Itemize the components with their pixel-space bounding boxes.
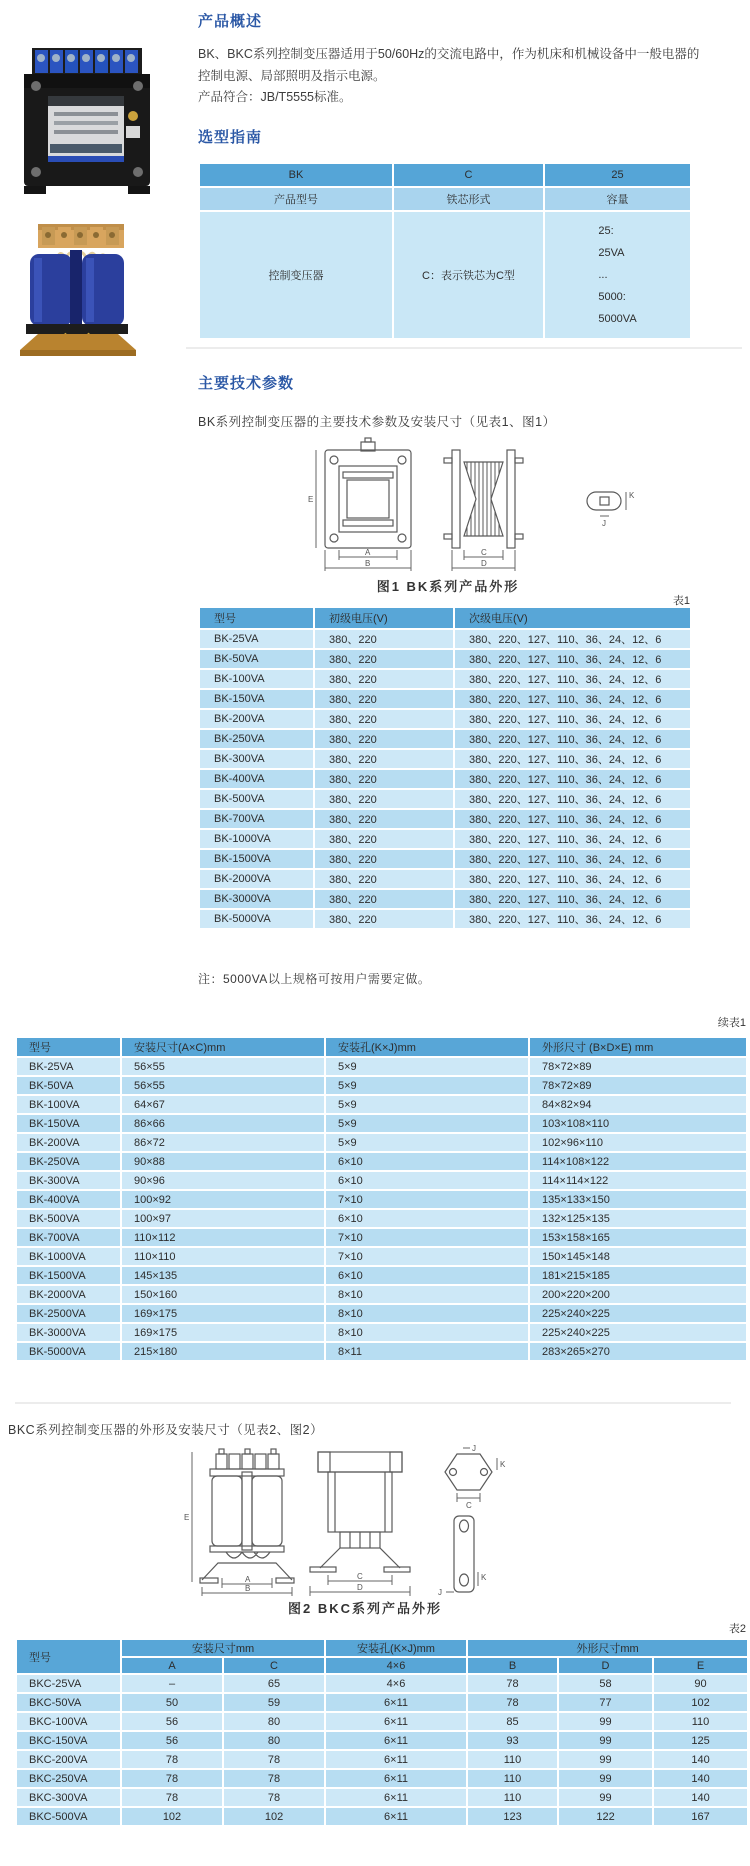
- table-cell: BKC-50VA: [16, 1693, 121, 1712]
- table-row: [16, 1750, 748, 1769]
- table-cell: 99: [558, 1750, 653, 1769]
- table-cell: 6×11: [325, 1788, 467, 1807]
- table-row: [16, 1114, 747, 1133]
- dim-label-A: A: [245, 1575, 251, 1584]
- table-cell: 380、220: [314, 789, 454, 809]
- table-cell: 90×88: [121, 1152, 325, 1171]
- table2-group-header-row: [16, 1639, 748, 1657]
- table-cell: 8×10: [325, 1304, 529, 1323]
- table-cell: BK-150VA: [16, 1114, 121, 1133]
- table-row: [16, 1342, 747, 1361]
- table2-sub-header-row: [16, 1657, 748, 1674]
- selection-header-cell: 25: [544, 163, 691, 187]
- table-cell: 125: [653, 1731, 748, 1750]
- table-cell: 380、220: [314, 809, 454, 829]
- table-cell: BK-2500VA: [16, 1304, 121, 1323]
- table-cell: 78×72×89: [529, 1076, 747, 1095]
- table-cell: 380、220、127、110、36、24、12、6: [454, 849, 691, 869]
- table-cell: 6×11: [325, 1693, 467, 1712]
- table-cell: BK-250VA: [199, 729, 314, 749]
- table1-header-row: [199, 607, 691, 629]
- table1b-header-row: [16, 1037, 747, 1057]
- table-row: [16, 1228, 747, 1247]
- dim-label-K: K: [629, 491, 635, 500]
- table-cell: 5×9: [325, 1057, 529, 1076]
- section-divider: [186, 347, 742, 349]
- table-cell: 102: [653, 1693, 748, 1712]
- table-cell: 380、220、127、110、36、24、12、6: [454, 789, 691, 809]
- table-cell: 283×265×270: [529, 1342, 747, 1361]
- table-cell: BK-400VA: [16, 1190, 121, 1209]
- table-cell: 225×240×225: [529, 1323, 747, 1342]
- table-cell: 56: [121, 1712, 223, 1731]
- table-cell: BKC-500VA: [16, 1807, 121, 1826]
- table-row: [199, 809, 691, 829]
- table-cell: 78: [467, 1674, 558, 1693]
- table-cell: BK-500VA: [199, 789, 314, 809]
- terminal-strip: [35, 50, 138, 73]
- table-cell: 380、220、127、110、36、24、12、6: [454, 869, 691, 889]
- table2-sub-header: 4×6: [325, 1657, 467, 1674]
- table-cell: 6×10: [325, 1209, 529, 1228]
- table-cell: BK-25VA: [16, 1057, 121, 1076]
- table-cell: 6×10: [325, 1171, 529, 1190]
- table-cell: 77: [558, 1693, 653, 1712]
- table-cell: 380、220、127、110、36、24、12、6: [454, 749, 691, 769]
- table-cell: 102: [121, 1807, 223, 1826]
- table-cell: 85: [467, 1712, 558, 1731]
- table-row: [199, 869, 691, 889]
- table-cell: 90: [653, 1674, 748, 1693]
- table-row: [16, 1304, 747, 1323]
- table-row: [199, 669, 691, 689]
- table-cell: BK-3000VA: [199, 889, 314, 909]
- table-cell: 102×96×110: [529, 1133, 747, 1152]
- table-cell: 102: [223, 1807, 325, 1826]
- table-cell: 8×10: [325, 1323, 529, 1342]
- table-cell: 65: [223, 1674, 325, 1693]
- table-cell: 78: [121, 1788, 223, 1807]
- table-cell: 103×108×110: [529, 1114, 747, 1133]
- capacity-lines: [598, 220, 636, 330]
- table-cell: 6×11: [325, 1712, 467, 1731]
- table-cell: 5×9: [325, 1114, 529, 1133]
- table-cell: BK-1000VA: [16, 1247, 121, 1266]
- figure1-bk-outline-drawing: [240, 436, 660, 574]
- table-cell: 78: [467, 1693, 558, 1712]
- table-cell: 380、220: [314, 749, 454, 769]
- table-cell: BK-5000VA: [199, 909, 314, 929]
- table2-model-header: 型号: [16, 1639, 121, 1674]
- table1b-header-cell: 安装尺寸(A×C)mm: [121, 1037, 325, 1057]
- bkc-product-photo: [18, 218, 142, 364]
- table-cell: BK-400VA: [199, 769, 314, 789]
- table-cell: BK-2000VA: [16, 1285, 121, 1304]
- table2-sub-header: D: [558, 1657, 653, 1674]
- selection-header-cell: BK: [199, 163, 393, 187]
- table-row: [16, 1057, 747, 1076]
- table-row: [16, 1152, 747, 1171]
- dim-label-K: K: [481, 1573, 487, 1582]
- table-row: [16, 1674, 748, 1693]
- table-row: [199, 829, 691, 849]
- table-cell: BKC-300VA: [16, 1788, 121, 1807]
- selection-header-row: [199, 163, 691, 187]
- table-cell: BK-50VA: [199, 649, 314, 669]
- table-cell: 99: [558, 1788, 653, 1807]
- table-cell: 122: [558, 1807, 653, 1826]
- table1b-header-cell: 安装孔(K×J)mm: [325, 1037, 529, 1057]
- table2-sub-header: E: [653, 1657, 748, 1674]
- dim-label-J: J: [472, 1444, 476, 1453]
- table-cell: 150×160: [121, 1285, 325, 1304]
- table-cell: 6×11: [325, 1750, 467, 1769]
- table-cell: BK-700VA: [199, 809, 314, 829]
- table-cell: 6×11: [325, 1807, 467, 1826]
- table-row: [16, 1190, 747, 1209]
- table-row: [16, 1076, 747, 1095]
- table-cell: 167: [653, 1807, 748, 1826]
- table-cell: 123: [467, 1807, 558, 1826]
- table-row: [16, 1095, 747, 1114]
- table-cell: 7×10: [325, 1190, 529, 1209]
- table-cell: 5×9: [325, 1095, 529, 1114]
- table-cell: 380、220、127、110、36、24、12、6: [454, 709, 691, 729]
- table1b-label: 续表1: [717, 1017, 746, 1029]
- table-row: [16, 1285, 747, 1304]
- capacity-line: 25VA: [598, 247, 625, 259]
- bkc-front-view: [200, 1449, 294, 1583]
- table-cell: 110: [467, 1769, 558, 1788]
- figure2-bkc-outline-drawing: [160, 1444, 590, 1596]
- table-cell: 59: [223, 1693, 325, 1712]
- table-row: [16, 1731, 748, 1750]
- table-cell: 380、220、127、110、36、24、12、6: [454, 809, 691, 829]
- table-cell: 380、220: [314, 669, 454, 689]
- table-cell: 5×9: [325, 1076, 529, 1095]
- table-cell: BK-50VA: [16, 1076, 121, 1095]
- bk-intro-text: BK系列控制变压器的主要技术参数及安装尺寸（见表1、图1）: [198, 415, 556, 429]
- table2-sub-header: C: [223, 1657, 325, 1674]
- dim-label-E: E: [184, 1513, 190, 1522]
- selection-model-cell: 控制变压器: [199, 211, 393, 339]
- table-cell: 140: [653, 1788, 748, 1807]
- dim-label-C: C: [481, 548, 487, 557]
- table-cell: BK-3000VA: [16, 1323, 121, 1342]
- table2-mount-group-header: 安装尺寸mm: [121, 1639, 325, 1657]
- table-row: [199, 649, 691, 669]
- table2-hole-group-header: 安装孔(K×J)mm: [325, 1639, 467, 1657]
- table-cell: 58: [558, 1674, 653, 1693]
- table-row: [199, 729, 691, 749]
- table-cell: 7×10: [325, 1228, 529, 1247]
- capacity-line: ...: [598, 269, 608, 281]
- table-cell: 380、220: [314, 889, 454, 909]
- overview-line2: 产品符合：JB/T5555标准。: [198, 90, 352, 104]
- table-row: [16, 1133, 747, 1152]
- table2-sub-header: A: [121, 1657, 223, 1674]
- selection-heading: 选型指南: [198, 129, 263, 146]
- table-cell: BK-700VA: [16, 1228, 121, 1247]
- selection-subheader-cell: 铁芯形式: [393, 187, 544, 211]
- figure2-caption: 图2 BKC系列产品外形: [287, 1601, 442, 1616]
- bk-product-photo: [18, 40, 156, 198]
- table-row: [199, 769, 691, 789]
- table2-sub-header: B: [467, 1657, 558, 1674]
- dim-label-D: D: [357, 1583, 363, 1592]
- selection-capacity-cell: [544, 211, 691, 339]
- table2-outline-group-header: 外形尺寸mm: [467, 1639, 748, 1657]
- table-cell: 140: [653, 1750, 748, 1769]
- table2-bkc-dimensions-table: [15, 1638, 747, 1827]
- table-cell: BKC-250VA: [16, 1769, 121, 1788]
- table-cell: 78: [121, 1769, 223, 1788]
- table-cell: 5×9: [325, 1133, 529, 1152]
- table-cell: 110: [653, 1712, 748, 1731]
- table1-header-cell: 初级电压(V): [314, 607, 454, 629]
- table-cell: 8×11: [325, 1342, 529, 1361]
- dim-label-J: J: [602, 519, 606, 528]
- table-cell: 100×92: [121, 1190, 325, 1209]
- table-cell: BK-25VA: [199, 629, 314, 649]
- selection-header-cell: C: [393, 163, 544, 187]
- table-row: [16, 1693, 748, 1712]
- table-cell: 225×240×225: [529, 1304, 747, 1323]
- table-row: [199, 849, 691, 869]
- table-cell: 380、220: [314, 629, 454, 649]
- table-cell: 99: [558, 1769, 653, 1788]
- table-cell: 380、220、127、110、36、24、12、6: [454, 629, 691, 649]
- table-cell: 169×175: [121, 1304, 325, 1323]
- table-cell: 380、220、127、110、36、24、12、6: [454, 909, 691, 929]
- table-row: [16, 1247, 747, 1266]
- dim-label-B: B: [365, 559, 371, 568]
- table-cell: 7×10: [325, 1247, 529, 1266]
- table-cell: 84×82×94: [529, 1095, 747, 1114]
- bkc-bobbin-view: [445, 1454, 492, 1490]
- dim-label-K: K: [500, 1460, 506, 1469]
- table-cell: 380、220: [314, 769, 454, 789]
- table-cell: BK-200VA: [16, 1133, 121, 1152]
- table-cell: BK-5000VA: [16, 1342, 121, 1361]
- overview-line1: BK、BKC系列控制变压器适用于50/60Hz的交流电路中，作为机床和机械设备中一般电器的控制电源、局部照明及指示电源。: [198, 47, 700, 83]
- table-cell: 380、220、127、110、36、24、12、6: [454, 769, 691, 789]
- table-cell: 150×145×148: [529, 1247, 747, 1266]
- table-cell: 140: [653, 1769, 748, 1788]
- overview-paragraph: [198, 44, 700, 109]
- table-cell: BKC-100VA: [16, 1712, 121, 1731]
- table-cell: 6×10: [325, 1152, 529, 1171]
- table-cell: 380、220、127、110、36、24、12、6: [454, 649, 691, 669]
- selection-table: [198, 162, 690, 340]
- table-cell: 80: [223, 1731, 325, 1750]
- table-cell: 380、220: [314, 869, 454, 889]
- table-cell: 380、220、127、110、36、24、12、6: [454, 689, 691, 709]
- table-cell: 64×67: [121, 1095, 325, 1114]
- table-cell: 110×112: [121, 1228, 325, 1247]
- table-row: [16, 1788, 748, 1807]
- table-cell: BK-200VA: [199, 709, 314, 729]
- table-cell: 93: [467, 1731, 558, 1750]
- table-cell: 80: [223, 1712, 325, 1731]
- table-row: [16, 1323, 747, 1342]
- dim-label-E: E: [308, 495, 314, 504]
- table-cell: 380、220、127、110、36、24、12、6: [454, 669, 691, 689]
- table1b-header-cell: 外形尺寸 (B×D×E) mm: [529, 1037, 747, 1057]
- table-cell: 380、220: [314, 729, 454, 749]
- table-row: [16, 1171, 747, 1190]
- table-cell: 169×175: [121, 1323, 325, 1342]
- selection-core-cell: C：表示铁芯为C型: [393, 211, 544, 339]
- table-cell: 380、220: [314, 849, 454, 869]
- table-cell: 380、220、127、110、36、24、12、6: [454, 729, 691, 749]
- dim-label-J: J: [438, 1588, 442, 1596]
- table-cell: BK-150VA: [199, 689, 314, 709]
- table-cell: BKC-200VA: [16, 1750, 121, 1769]
- table-cell: 380、220: [314, 909, 454, 929]
- table-cell: 86×72: [121, 1133, 325, 1152]
- table-cell: 99: [558, 1712, 653, 1731]
- selection-body-row: [199, 211, 691, 339]
- table-cell: 380、220: [314, 649, 454, 669]
- table-row: [199, 909, 691, 929]
- dim-label-B: B: [245, 1584, 251, 1593]
- table-cell: 56×55: [121, 1057, 325, 1076]
- table-cell: 114×108×122: [529, 1152, 747, 1171]
- table-cell: BK-500VA: [16, 1209, 121, 1228]
- table-cell: 153×158×165: [529, 1228, 747, 1247]
- table-row: [16, 1266, 747, 1285]
- table1-voltage-table: [198, 606, 690, 930]
- table-row: [199, 749, 691, 769]
- table-cell: 78: [223, 1750, 325, 1769]
- bkc-bracket-view: [454, 1516, 474, 1592]
- table-cell: 4×6: [325, 1674, 467, 1693]
- table-cell: 56×55: [121, 1076, 325, 1095]
- table-cell: 78: [121, 1750, 223, 1769]
- table-cell: BK-1000VA: [199, 829, 314, 849]
- capacity-line: 5000:: [598, 291, 626, 303]
- dim-label-C: C: [357, 1572, 363, 1581]
- table-cell: BK-300VA: [16, 1171, 121, 1190]
- table1b-dimensions-table: [15, 1036, 746, 1362]
- selection-subheader-row: [199, 187, 691, 211]
- table-cell: 78: [223, 1769, 325, 1788]
- table-cell: 90×96: [121, 1171, 325, 1190]
- table-cell: 114×114×122: [529, 1171, 747, 1190]
- table-cell: BK-250VA: [16, 1152, 121, 1171]
- table-row: [199, 889, 691, 909]
- tech-heading: 主要技术参数: [198, 375, 295, 392]
- table-cell: 56: [121, 1731, 223, 1750]
- table-cell: 380、220: [314, 829, 454, 849]
- table-cell: 215×180: [121, 1342, 325, 1361]
- table-cell: 110: [467, 1788, 558, 1807]
- table-cell: 380、220: [314, 709, 454, 729]
- table-row: [199, 629, 691, 649]
- dim-label-D: D: [481, 559, 487, 568]
- capacity-line: 5000VA: [598, 313, 637, 325]
- table-cell: 50: [121, 1693, 223, 1712]
- table-row: [199, 689, 691, 709]
- table1-label: 表1: [672, 595, 690, 607]
- table-cell: BKC-25VA: [16, 1674, 121, 1693]
- table-cell: 380、220、127、110、36、24、12、6: [454, 889, 691, 909]
- table-cell: BK-2000VA: [199, 869, 314, 889]
- table-cell: –: [121, 1674, 223, 1693]
- table1-header-cell: 型号: [199, 607, 314, 629]
- table-cell: 145×135: [121, 1266, 325, 1285]
- table-cell: 6×11: [325, 1769, 467, 1788]
- table-cell: 380、220: [314, 689, 454, 709]
- table-cell: BK-1500VA: [16, 1266, 121, 1285]
- table1-header-cell: 次级电压(V): [454, 607, 691, 629]
- table-cell: BK-300VA: [199, 749, 314, 769]
- capacity-line: 25:: [598, 225, 614, 237]
- table-cell: 86×66: [121, 1114, 325, 1133]
- table-cell: BK-100VA: [199, 669, 314, 689]
- table-cell: 135×133×150: [529, 1190, 747, 1209]
- selection-subheader-cell: 产品型号: [199, 187, 393, 211]
- dim-label-C: C: [466, 1501, 472, 1510]
- table-cell: 200×220×200: [529, 1285, 747, 1304]
- table-row: [16, 1712, 748, 1731]
- table-row: [16, 1769, 748, 1788]
- figure1-caption: 图1 BK系列产品外形: [376, 579, 520, 594]
- table-cell: 110: [467, 1750, 558, 1769]
- table-cell: 8×10: [325, 1285, 529, 1304]
- table-cell: 380、220、127、110、36、24、12、6: [454, 829, 691, 849]
- table-cell: 132×125×135: [529, 1209, 747, 1228]
- table-row: [199, 709, 691, 729]
- overview-heading: 产品概述: [198, 13, 263, 30]
- section-divider: [15, 1402, 731, 1404]
- table-cell: 78×72×89: [529, 1057, 747, 1076]
- table-row: [16, 1209, 747, 1228]
- table-cell: 6×10: [325, 1266, 529, 1285]
- dim-label-A: A: [365, 548, 371, 557]
- table2-label: 表2: [728, 1623, 746, 1635]
- table-cell: 110×110: [121, 1247, 325, 1266]
- terminal-screws: [42, 227, 119, 245]
- selection-subheader-cell: 容量: [544, 187, 691, 211]
- table-row: [16, 1807, 748, 1826]
- bkc-side-view: [310, 1452, 410, 1572]
- table-cell: 100×97: [121, 1209, 325, 1228]
- table-cell: BKC-150VA: [16, 1731, 121, 1750]
- bkc-intro-text: BKC系列控制变压器的外形及安装尺寸（见表2、图2）: [8, 1423, 324, 1437]
- table1-note: 注：5000VA以上规格可按用户需要定做。: [198, 972, 431, 986]
- table1b-header-cell: 型号: [16, 1037, 121, 1057]
- table-cell: 78: [223, 1788, 325, 1807]
- table-row: [199, 789, 691, 809]
- table-cell: 6×11: [325, 1731, 467, 1750]
- table-cell: 99: [558, 1731, 653, 1750]
- table-cell: BK-100VA: [16, 1095, 121, 1114]
- table-cell: BK-1500VA: [199, 849, 314, 869]
- table-cell: 181×215×185: [529, 1266, 747, 1285]
